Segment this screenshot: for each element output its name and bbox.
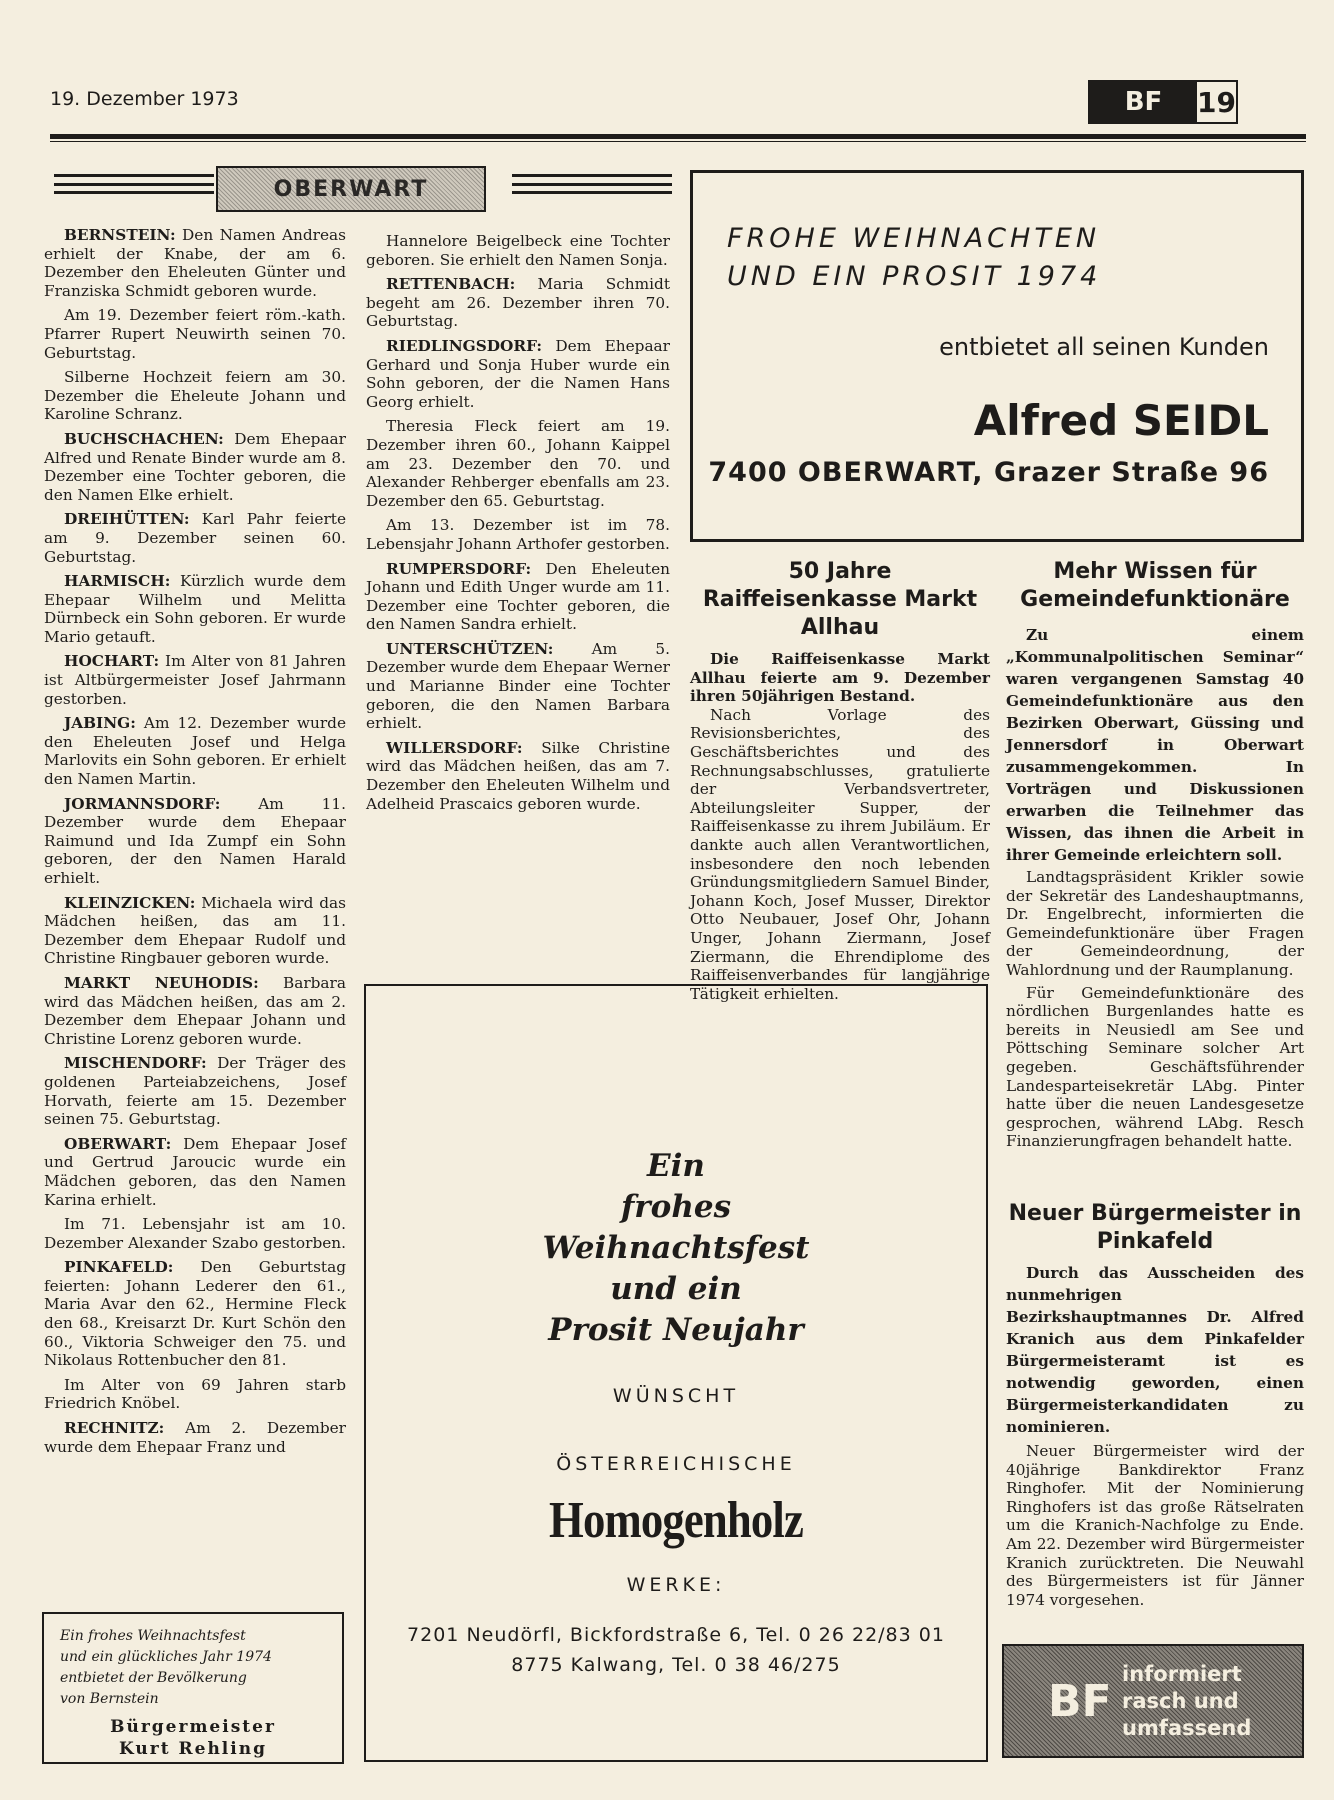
news-item: [44, 1258, 346, 1370]
news-item-text: Am 2. Dezember wurde dem Ehepaar Franz und: [44, 1419, 346, 1456]
news-column-2: [366, 232, 670, 819]
ad-line-3: entbietet der Bevölkerung: [60, 1670, 247, 1686]
bf-logo: BF: [1090, 82, 1197, 122]
article-headline: 50 Jahre Raiffeisenkasse Markt Allhau: [702, 559, 978, 640]
news-item: [366, 417, 670, 510]
news-item-text: Hannelore Beigelbeck eine Tochter geboren. Sie erhielt den Namen Sonja.: [366, 232, 670, 269]
news-item-text: Den Namen Andreas erhielt der Knabe, der am 6. Dezember den Eheleuten Günter und Franziska Schmidt geboren wurde.: [44, 226, 346, 300]
news-column-1: [44, 226, 346, 1462]
news-item-place: RECHNITZ:: [64, 1419, 165, 1438]
article-lead: Zu einem „Kommunalpolitischen Seminar“ waren vergangenen Samstag 40 Gemeindefunktionäre aus den Bezirken Oberwart, Güssing und Jennersdorf in Oberwart zusammengekommen. In Vorträgen und Diskussionen erwarben die Teilnehmer das Wissen, das ihnen die Arbeit in ihrer Gemeinde erleichtern soll.: [1006, 626, 1304, 864]
news-item-place: JORMANNSDORF:: [64, 794, 221, 813]
news-item-text: Den Eheleuten Johann und Edith Unger wurde am 11. Dezember eine Tochter geboren, die den Namen Sandra erhielt.: [366, 559, 670, 634]
news-item-text: Silke Christine wird das Mädchen heißen, das am 7. Dezember den Eheleuten Wilhelm und Adelheid Prascaics geboren wurde.: [366, 738, 670, 813]
news-item-text: Kürzlich wurde dem Ehepaar Wilhelm und Melitta Dürnbeck ein Sohn geboren. Er wurde Mario getauft.: [44, 572, 346, 646]
section-bars-right: [512, 174, 672, 194]
article-body: Neuer Bürgermeister wird der 40jährige Bankdirektor Franz Ringhofer. Mit der Nominierung Ringhofers ist das große Rätselraten um die Kranich-Nachfolge zu Ende. Am 22. Dezember wird Bürgermeister Kranich zurücktreten. Die Neuwahl des Bürgermeisters ist für Jänner 1974 vorgesehen.: [1006, 1442, 1304, 1609]
news-item-place: OBERWART:: [64, 1134, 172, 1153]
masthead-logo: [1088, 80, 1238, 124]
ad-company-suffix: WERKE:: [626, 1574, 726, 1596]
page-number: 19: [1197, 85, 1236, 119]
bernstein-advertisement: [42, 1612, 344, 1764]
ad-signature-title: Bürgermeister: [110, 1717, 276, 1737]
news-item-place: MISCHENDORF:: [64, 1054, 207, 1073]
news-item-text: Im Alter von 69 Jahren starb Friedrich Knöbel.: [44, 1375, 346, 1413]
news-item-text: Theresia Fleck feiert am 19. Dezember ihren 60., Johann Kaippel am 23. Dezember den 70. und Alexander Rehberger ebenfalls am 23. Dezember den 65. Geburtstag.: [366, 417, 670, 510]
news-item-text: Silberne Hochzeit feiern am 30. Dezember die Eheleute Johann und Karoline Schranz.: [44, 368, 346, 424]
news-item: [44, 368, 346, 424]
news-item-text: Am 11. Dezember wurde dem Ehepaar Raimund und Ida Zumpf ein Sohn geboren, der den Namen Harald erhielt.: [44, 794, 346, 887]
news-item-text: Maria Schmidt begeht am 26. Dezember ihren 70. Geburtstag.: [366, 275, 670, 331]
article-wissen: [1006, 558, 1304, 1151]
greeting-line-5: Prosit Neujahr: [548, 1312, 804, 1348]
news-item: [44, 1135, 346, 1209]
header-rule-thin: [50, 141, 1306, 142]
news-item-place: WILLERSDORF:: [386, 738, 523, 757]
news-item: [366, 516, 670, 553]
greeting-line-1: Ein: [647, 1148, 705, 1184]
news-item-place: RETTENBACH:: [386, 275, 516, 294]
news-item: [366, 232, 670, 269]
news-item: [44, 652, 346, 708]
issue-date: 19. Dezember 1973: [50, 88, 239, 110]
article-body-1: Landtagspräsident Krikler sowie der Sekretär des Landeshauptmanns, Dr. Engelbrecht, informierten die Gemeindefunktionäre über Fragen der Gemeindeordnung, der Wahlordnung und der Raumplanung.: [1006, 868, 1304, 979]
ad-line-2: und ein glückliches Jahr 1974: [60, 1649, 272, 1665]
news-item-text: Im 71. Lebensjahr ist am 10. Dezember Alexander Szabo gestorben.: [44, 1215, 347, 1252]
ad-greeting-line1: FROHE WEIHNACHTEN: [727, 223, 1101, 254]
bf-slogan: [1122, 1661, 1251, 1742]
greeting-line-3: Weihnachtsfest: [542, 1230, 810, 1266]
news-item-text: Im Alter von 81 Jahren ist Altbürgermeister Josef Jahrmann gestorben.: [44, 652, 346, 708]
news-item-text: Dem Ehepaar Alfred und Renate Binder wurde am 8. Dezember eine Tochter geboren, die den Namen Elke erhielt.: [44, 429, 346, 504]
news-item: [44, 714, 346, 788]
article-raiffeisen: [690, 558, 990, 1003]
ad-company-name: Alfred SEIDL: [973, 396, 1269, 445]
news-item: [44, 1419, 346, 1456]
slogan-line-2: rasch und: [1122, 1688, 1239, 1713]
news-item-place: RIEDLINGSDORF:: [386, 336, 543, 355]
news-item-place: HARMISCH:: [64, 572, 171, 591]
news-item-text: Am 19. Dezember feiert röm.-kath. Pfarrer Rupert Neuwirth seinen 70. Geburtstag.: [44, 306, 346, 362]
article-headline: Neuer Bürgermeister in Pinkafeld: [1008, 1201, 1302, 1254]
ad-greeting-line2: UND EIN PROSIT 1974: [727, 261, 1102, 292]
article-headline: Mehr Wissen für Gemeindefunktionäre: [1020, 559, 1290, 612]
news-item-text: Dem Ehepaar Josef und Gertrud Jaroucic wurde ein Mädchen geboren, das den Namen Karina erhielt.: [44, 1134, 346, 1209]
greeting-line-4: und ein: [610, 1271, 742, 1307]
news-item: [366, 640, 670, 733]
news-item-place: MARKT NEUHODIS:: [64, 973, 259, 992]
slogan-line-1: informiert: [1122, 1661, 1242, 1686]
news-item: [44, 894, 346, 968]
news-item-text: Am 12. Dezember wurde den Eheleuten Josef und Helga Marlovits ein Sohn geboren. Er erhielt den Namen Martin.: [44, 714, 346, 789]
news-item-place: BUCHSCHACHEN:: [64, 429, 224, 448]
section-title: OBERWART: [216, 166, 486, 212]
news-item-text: Den Geburtstag feierten: Johann Lederer den 61., Maria Avar den 62., Hermine Fleck den 68., Kreisarzt Dr. Kurt Schön den 60., Viktoria Schweiger den 75. und Nikolaus Rottenbucher den 81.: [44, 1258, 346, 1370]
news-item-text: Michaela wird das Mädchen heißen, das am 11. Dezember dem Ehepaar Rudolf und Christine Ringbauer geboren wurde.: [44, 893, 346, 968]
news-item-place: DREIHÜTTEN:: [64, 510, 190, 529]
news-item: [366, 337, 670, 411]
article-body-2: Für Gemeindefunktionäre des nördlichen Burgenlandes hatte es bereits in Neusiedl am See und Pöttsching Seminare solcher Art gegeben. Geschäftsführender Landesparteisekretär LAbg. Pinter hatte über die neuen Landesgesetze gesprochen, während LAbg. Resch Finanzierungfragen behandelt hatte.: [1006, 983, 1304, 1151]
news-item-text: Barbara wird das Mädchen heißen, das am 2. Dezember dem Ehepaar Johann und Christine Lorenz geboren wurde.: [44, 973, 346, 1048]
news-item: [44, 1376, 346, 1413]
ad-company-name: Homogenholz: [549, 1492, 803, 1549]
news-item: [44, 974, 346, 1048]
news-item-place: BERNSTEIN:: [64, 226, 176, 244]
bf-logo: BF: [1048, 1675, 1112, 1727]
news-item-text: Der Träger des goldenen Parteiabzeichens, Josef Horvath, feierte am 15. Dezember seinen 75. Geburtstag.: [44, 1054, 346, 1129]
ad-wishes: WÜNSCHT: [612, 1385, 740, 1407]
news-item: [366, 560, 670, 634]
news-item: [366, 739, 670, 813]
header-rule: [50, 134, 1306, 139]
seidl-advertisement: [690, 170, 1304, 542]
news-item-text: Am 5. Dezember wurde dem Ehepaar Werner und Marianne Binder eine Tochter geboren, die den Namen Barbara erhielt.: [366, 639, 670, 733]
ad-line-4: von Bernstein: [60, 1691, 159, 1707]
ad-tagline: entbietet all seinen Kunden: [939, 333, 1269, 361]
news-item-place: JABING:: [64, 714, 136, 733]
news-item-text: Am 13. Dezember ist im 78. Lebensjahr Johann Arthofer gestorben.: [366, 516, 670, 553]
news-item-place: PINKAFELD:: [64, 1258, 174, 1277]
news-item: [366, 275, 670, 331]
news-item: [44, 795, 346, 888]
ad-company-prefix: ÖSTERREICHISCHE: [556, 1453, 796, 1475]
news-item: [44, 572, 346, 646]
news-item-text: Dem Ehepaar Gerhard und Sonja Huber wurde ein Sohn geboren, der die Namen Hans Georg erhielt.: [366, 336, 670, 411]
article-buergermeister: [1006, 1200, 1304, 1609]
slogan-line-3: umfassend: [1122, 1715, 1252, 1740]
section-bars-left: [54, 174, 214, 194]
bf-advertisement: [1002, 1644, 1304, 1758]
ad-line-1: Ein frohes Weihnachtsfest: [60, 1628, 246, 1644]
news-item: [44, 306, 346, 362]
news-item: [44, 1054, 346, 1128]
news-item: [44, 430, 346, 504]
article-lead: Durch das Ausscheiden des nunmehrigen Bezirkshauptmannes Dr. Alfred Kranich aus dem Pinkafelder Bürgermeisteramt ist es notwendig geworden, einen Bürgermeisterkandidaten zu nominieren.: [1006, 1264, 1304, 1436]
ad-address-2: 8775 Kalwang, Tel. 0 38 46/275: [511, 1654, 841, 1676]
homogenholz-advertisement: [364, 984, 988, 1762]
news-item-place: KLEINZICKEN:: [64, 893, 196, 912]
news-item-place: UNTERSCHÜTZEN:: [386, 639, 554, 658]
news-item: [44, 1215, 346, 1252]
news-item-text: Karl Pahr feierte am 9. Dezember seinen 60. Geburtstag.: [44, 510, 346, 566]
ad-address: 7400 OBERWART, Grazer Straße 96: [708, 457, 1269, 488]
news-item-place: HOCHART:: [64, 652, 160, 671]
article-lead: Die Raiffeisenkasse Markt Allhau feierte am 9. Dezember ihren 50jährigen Bestand.: [690, 650, 990, 706]
news-item-place: RUMPERSDORF:: [386, 559, 532, 578]
news-item: [44, 226, 346, 300]
greeting-line-2: frohes: [620, 1189, 732, 1225]
ad-address-1: 7201 Neudörfl, Bickfordstraße 6, Tel. 0 26 22/83 01: [407, 1624, 945, 1646]
article-body: Nach Vorlage des Revisionsberichtes, des Geschäftsberichtes und des Rechnungsabschlusses, gratulierte der Verbandsvertreter, Abteilungsleiter Supper, der Raiffeisenkasse zu ihrem Jubiläum. Er dankte auch allen Verantwortlichen, insbesondere den noch lebenden Gründungsmitgliedern Samuel Binder, Johann Koch, Josef Musser, Direktor Otto Neubauer, Josef Ohr, Johann Unger, Johann Ziermann, Josef Ziermann, die Ehrendiplome des Raiffeisenverbandes für langjährige Tätigkeit erhielten.: [690, 705, 990, 1003]
news-item: [44, 510, 346, 566]
ad-signature-name: Kurt Rehling: [119, 1739, 267, 1759]
